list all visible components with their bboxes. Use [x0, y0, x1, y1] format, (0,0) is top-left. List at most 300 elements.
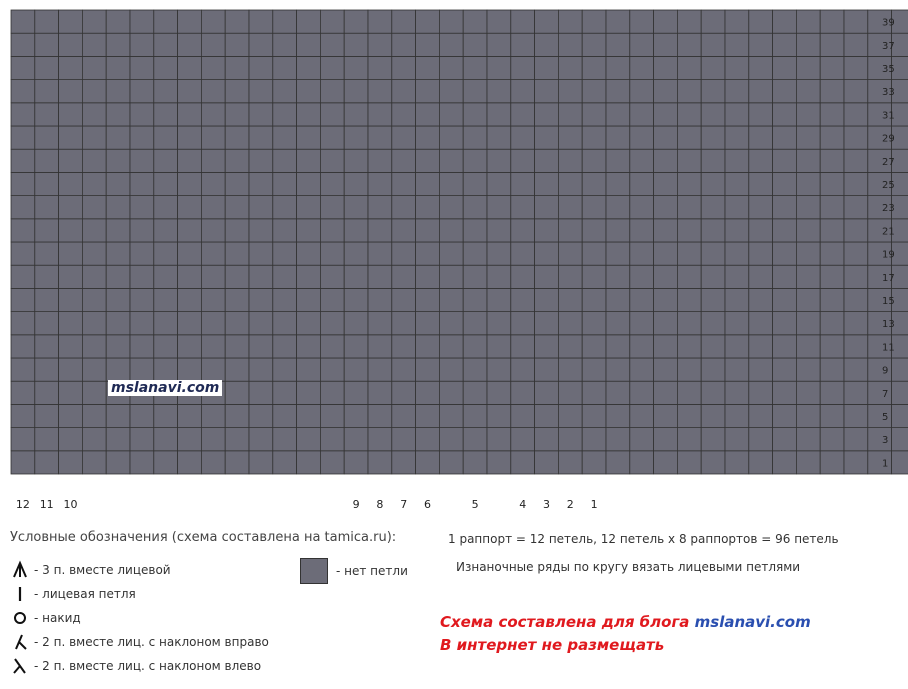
no-stitch-cell	[796, 265, 820, 288]
no-stitch-cell	[249, 149, 273, 172]
no-stitch-cell	[35, 242, 59, 265]
row-number: 3	[882, 435, 889, 447]
no-stitch-cell	[320, 404, 344, 427]
no-stitch-cell	[106, 172, 130, 195]
no-stitch-cell	[558, 335, 582, 358]
no-stitch-cell	[249, 196, 273, 219]
no-stitch-cell	[82, 242, 106, 265]
no-stitch-cell	[273, 56, 297, 79]
no-stitch-cell	[106, 404, 130, 427]
no-stitch-cell	[201, 196, 225, 219]
no-stitch-cell	[511, 404, 535, 427]
no-stitch-cell	[463, 404, 487, 427]
no-stitch-cell	[439, 219, 463, 242]
no-stitch-cell	[796, 80, 820, 103]
no-stitch-cell	[201, 219, 225, 242]
no-stitch-cell	[344, 196, 368, 219]
no-stitch-cell	[416, 242, 440, 265]
no-stitch-cell	[11, 428, 35, 451]
no-stitch-cell	[654, 172, 678, 195]
row-number: 1	[882, 458, 889, 470]
no-stitch-cell	[749, 56, 773, 79]
no-stitch-cell	[511, 312, 535, 335]
no-stitch-cell	[344, 172, 368, 195]
no-stitch-cell	[606, 172, 630, 195]
no-stitch-cell	[249, 451, 273, 474]
no-stitch-cell	[344, 381, 368, 404]
no-stitch-cell	[178, 172, 202, 195]
no-stitch-cell	[297, 56, 321, 79]
blog-note-site: mslanavi.com	[694, 613, 811, 631]
no-stitch-cell	[725, 172, 749, 195]
no-stitch-cell	[249, 56, 273, 79]
no-stitch-cell	[654, 242, 678, 265]
no-stitch-cell	[368, 288, 392, 311]
no-stitch-cell	[773, 312, 797, 335]
no-stitch-cell	[368, 80, 392, 103]
no-stitch-cell	[297, 428, 321, 451]
no-stitch-cell	[273, 428, 297, 451]
no-stitch-cell	[463, 149, 487, 172]
no-stitch-cell	[725, 358, 749, 381]
no-stitch-cell	[773, 172, 797, 195]
no-stitch-cell	[35, 381, 59, 404]
no-stitch-cell	[820, 242, 844, 265]
no-stitch-cell	[154, 358, 178, 381]
row-number: 19	[882, 249, 895, 261]
no-stitch-cell	[320, 196, 344, 219]
no-stitch-cell	[320, 149, 344, 172]
no-stitch-cell	[796, 196, 820, 219]
no-stitch-cell	[154, 451, 178, 474]
no-stitch-cell	[225, 172, 249, 195]
no-stitch-cell	[511, 451, 535, 474]
no-stitch-cell	[701, 358, 725, 381]
repeat-note: 1 раппорт = 12 петель, 12 петель х 8 раппортов = 96 петель	[448, 532, 839, 546]
no-stitch-cell	[630, 288, 654, 311]
no-stitch-cell	[606, 265, 630, 288]
no-stitch-cell	[368, 404, 392, 427]
no-stitch-cell	[535, 312, 559, 335]
no-stitch-cell	[297, 103, 321, 126]
no-stitch-cell	[749, 335, 773, 358]
no-stitch-cell	[59, 219, 83, 242]
no-stitch-cell	[392, 126, 416, 149]
no-stitch-cell	[844, 381, 868, 404]
no-stitch-cell	[82, 428, 106, 451]
no-stitch-cell	[368, 196, 392, 219]
no-stitch-cell	[796, 404, 820, 427]
no-stitch-cell	[773, 196, 797, 219]
no-stitch-cell	[630, 312, 654, 335]
no-stitch-cell	[130, 428, 154, 451]
no-stitch-cell	[511, 172, 535, 195]
no-stitch-cell	[368, 358, 392, 381]
no-stitch-cell	[892, 358, 908, 381]
no-stitch-cell	[820, 381, 844, 404]
no-stitch-cell	[606, 335, 630, 358]
no-stitch-cell	[701, 56, 725, 79]
no-stitch-cell	[773, 381, 797, 404]
no-stitch-cell	[677, 33, 701, 56]
no-stitch-cell	[677, 335, 701, 358]
no-stitch-cell	[297, 10, 321, 33]
no-stitch-cell	[511, 10, 535, 33]
no-stitch-cell	[558, 428, 582, 451]
no-stitch-cell	[11, 312, 35, 335]
no-stitch-cell	[416, 80, 440, 103]
no-stitch-cell	[249, 242, 273, 265]
no-stitch-cell	[201, 451, 225, 474]
row-number: 33	[882, 87, 895, 99]
no-stitch-cell	[320, 219, 344, 242]
no-stitch-cell	[344, 312, 368, 335]
no-stitch-cell	[463, 265, 487, 288]
no-stitch-cell	[368, 451, 392, 474]
no-stitch-cell	[297, 172, 321, 195]
no-stitch-cell	[154, 335, 178, 358]
no-stitch-cell	[439, 288, 463, 311]
row-number: 39	[882, 17, 895, 29]
no-stitch-cell	[535, 242, 559, 265]
no-stitch-cell	[725, 103, 749, 126]
no-stitch-cell	[796, 288, 820, 311]
no-stitch-cell	[535, 335, 559, 358]
no-stitch-cell	[11, 358, 35, 381]
no-stitch-cell	[558, 312, 582, 335]
no-stitch-cell	[201, 126, 225, 149]
no-stitch-cell	[416, 149, 440, 172]
no-stitch-cell	[558, 358, 582, 381]
no-stitch-cell	[582, 126, 606, 149]
no-stitch-cell	[201, 56, 225, 79]
no-stitch-cell	[201, 149, 225, 172]
no-stitch-cell	[463, 80, 487, 103]
no-stitch-cell	[130, 10, 154, 33]
no-stitch-cell	[392, 312, 416, 335]
no-stitch-cell	[344, 80, 368, 103]
no-stitch-cell	[416, 381, 440, 404]
no-stitch-cell	[511, 265, 535, 288]
stitch-number: 7	[400, 498, 408, 511]
no-stitch-cell	[82, 265, 106, 288]
no-stitch-cell	[582, 149, 606, 172]
no-stitch-cell	[463, 33, 487, 56]
no-stitch-cell	[416, 196, 440, 219]
no-stitch-cell	[392, 10, 416, 33]
no-stitch-cell	[344, 10, 368, 33]
no-stitch-cell	[344, 335, 368, 358]
no-stitch-cell	[130, 404, 154, 427]
no-stitch-cell	[130, 219, 154, 242]
no-stitch-cell	[725, 428, 749, 451]
no-stitch-cell	[416, 404, 440, 427]
no-stitch-cell	[320, 312, 344, 335]
no-stitch-cell	[630, 33, 654, 56]
no-stitch-cell	[297, 381, 321, 404]
no-stitch-cell	[701, 80, 725, 103]
no-stitch-cell	[820, 358, 844, 381]
no-stitch-cell	[749, 242, 773, 265]
no-stitch-cell	[606, 196, 630, 219]
no-stitch-cell	[749, 172, 773, 195]
no-stitch-cell	[677, 428, 701, 451]
no-stitch-cell	[106, 428, 130, 451]
no-stitch-cell	[249, 428, 273, 451]
legend-item-no-stitch	[300, 558, 408, 584]
no-stitch-cell	[582, 219, 606, 242]
no-stitch-cell	[749, 196, 773, 219]
no-stitch-cell	[416, 172, 440, 195]
no-stitch-cell	[511, 103, 535, 126]
no-stitch-cell	[535, 219, 559, 242]
no-stitch-cell	[820, 265, 844, 288]
no-stitch-cell	[773, 451, 797, 474]
no-stitch-cell	[654, 56, 678, 79]
no-stitch-cell	[392, 288, 416, 311]
no-stitch-cell	[106, 265, 130, 288]
no-stitch-cell	[249, 312, 273, 335]
no-stitch-cell	[368, 33, 392, 56]
no-stitch-cell	[439, 196, 463, 219]
no-stitch-cell	[344, 288, 368, 311]
no-stitch-cell	[773, 428, 797, 451]
no-stitch-cell	[844, 312, 868, 335]
no-stitch-cell	[844, 428, 868, 451]
no-stitch-cell	[820, 10, 844, 33]
no-stitch-cell	[35, 288, 59, 311]
no-stitch-cell	[392, 451, 416, 474]
no-stitch-cell	[392, 358, 416, 381]
no-stitch-cell	[535, 404, 559, 427]
no-stitch-cell	[558, 172, 582, 195]
no-stitch-cell	[59, 428, 83, 451]
no-stitch-cell	[273, 10, 297, 33]
no-stitch-cell	[796, 335, 820, 358]
no-stitch-cell	[820, 103, 844, 126]
no-stitch-cell	[701, 381, 725, 404]
no-stitch-cell	[654, 335, 678, 358]
no-stitch-cell	[35, 172, 59, 195]
no-stitch-cell	[582, 56, 606, 79]
no-stitch-cell	[297, 33, 321, 56]
no-stitch-cell	[320, 126, 344, 149]
stitch-number: 5	[471, 498, 479, 511]
no-stitch-cell	[106, 242, 130, 265]
no-stitch-cell	[844, 172, 868, 195]
no-stitch-cell	[487, 335, 511, 358]
no-stitch-cell	[630, 149, 654, 172]
no-stitch-cell	[154, 103, 178, 126]
no-stitch-cell	[677, 149, 701, 172]
no-stitch-cell	[368, 219, 392, 242]
no-stitch-cell	[297, 358, 321, 381]
no-stitch-cell	[725, 56, 749, 79]
no-stitch-cell	[892, 428, 908, 451]
no-stitch-cell	[35, 265, 59, 288]
no-stitch-cell	[59, 149, 83, 172]
no-stitch-cell	[701, 172, 725, 195]
no-stitch-cell	[320, 10, 344, 33]
no-stitch-cell	[463, 219, 487, 242]
no-stitch-cell	[297, 265, 321, 288]
no-stitch-cell	[320, 80, 344, 103]
no-stitch-cell	[701, 428, 725, 451]
no-stitch-cell	[439, 80, 463, 103]
no-stitch-cell	[154, 312, 178, 335]
no-stitch-cell	[796, 103, 820, 126]
no-stitch-cell	[59, 196, 83, 219]
no-stitch-cell	[225, 56, 249, 79]
no-stitch-cell	[297, 288, 321, 311]
no-stitch-cell	[249, 172, 273, 195]
no-stitch-cell	[892, 451, 908, 474]
no-stitch-cell	[11, 381, 35, 404]
row-number: 17	[882, 272, 895, 284]
no-stitch-cell	[297, 242, 321, 265]
no-stitch-cell	[225, 451, 249, 474]
no-stitch-cell	[273, 172, 297, 195]
no-stitch-cell	[178, 265, 202, 288]
no-stitch-cell	[11, 451, 35, 474]
no-stitch-cell	[582, 10, 606, 33]
no-stitch-cell	[439, 358, 463, 381]
no-stitch-cell	[178, 288, 202, 311]
no-stitch-cell	[273, 126, 297, 149]
no-stitch-cell	[725, 265, 749, 288]
no-stitch-cell	[59, 312, 83, 335]
no-stitch-cell	[344, 33, 368, 56]
no-stitch-cell	[487, 172, 511, 195]
no-stitch-cell	[368, 10, 392, 33]
no-stitch-cell	[844, 80, 868, 103]
legend-label: - лицевая петля	[34, 587, 136, 601]
no-stitch-cell	[130, 288, 154, 311]
no-stitch-cell	[249, 126, 273, 149]
no-stitch-cell	[654, 33, 678, 56]
no-stitch-cell	[273, 288, 297, 311]
no-stitch-cell	[59, 10, 83, 33]
row-number: 15	[882, 296, 895, 307]
no-stitch-cell	[535, 33, 559, 56]
no-stitch-cell	[487, 358, 511, 381]
no-stitch-cell	[225, 126, 249, 149]
no-stitch-cell	[487, 80, 511, 103]
legend-item-knit	[10, 584, 136, 604]
no-stitch-cell	[35, 103, 59, 126]
no-stitch-cell	[201, 80, 225, 103]
no-stitch-cell	[582, 312, 606, 335]
no-stitch-cell	[273, 80, 297, 103]
no-stitch-cell	[201, 265, 225, 288]
no-stitch-cell	[178, 33, 202, 56]
no-stitch-cell	[249, 219, 273, 242]
no-stitch-cell	[11, 149, 35, 172]
no-stitch-cell	[178, 126, 202, 149]
no-stitch-cell	[225, 219, 249, 242]
no-stitch-cell	[439, 172, 463, 195]
no-stitch-cell	[201, 358, 225, 381]
row-number: 35	[882, 64, 895, 75]
no-stitch-cell	[439, 149, 463, 172]
no-stitch-cell	[11, 10, 35, 33]
no-stitch-cell	[630, 56, 654, 79]
no-stitch-cell	[773, 33, 797, 56]
no-stitch-cell	[725, 80, 749, 103]
no-stitch-cell	[178, 312, 202, 335]
no-stitch-cell	[701, 103, 725, 126]
no-stitch-cell	[749, 404, 773, 427]
no-stitch-cell	[820, 451, 844, 474]
no-stitch-cell	[416, 126, 440, 149]
no-stitch-cell	[820, 288, 844, 311]
no-stitch-cell	[273, 404, 297, 427]
no-stitch-cell	[225, 80, 249, 103]
no-stitch-cell	[320, 358, 344, 381]
no-stitch-cell	[178, 10, 202, 33]
no-stitch-cell	[487, 242, 511, 265]
no-stitch-cell	[439, 56, 463, 79]
no-stitch-cell	[749, 312, 773, 335]
no-stitch-cell	[654, 219, 678, 242]
no-stitch-cell	[392, 103, 416, 126]
no-stitch-cell	[654, 381, 678, 404]
no-stitch-cell	[773, 219, 797, 242]
no-stitch-cell	[249, 381, 273, 404]
k2tog-left-icon	[10, 656, 30, 676]
no-stitch-cell	[654, 288, 678, 311]
no-stitch-cell	[487, 10, 511, 33]
no-stitch-cell	[320, 381, 344, 404]
no-stitch-cell	[392, 381, 416, 404]
no-stitch-cell	[82, 103, 106, 126]
no-stitch-cell	[344, 451, 368, 474]
no-stitch-cell	[749, 428, 773, 451]
no-stitch-cell	[725, 219, 749, 242]
no-stitch-cell	[297, 312, 321, 335]
no-stitch-cell	[392, 404, 416, 427]
no-stitch-cell	[582, 404, 606, 427]
no-stitch-cell	[11, 80, 35, 103]
row-number: 25	[882, 180, 895, 191]
no-stitch-cell	[487, 103, 511, 126]
no-stitch-cell	[654, 404, 678, 427]
no-stitch-cell	[796, 10, 820, 33]
no-stitch-cell	[368, 56, 392, 79]
no-stitch-cell	[463, 196, 487, 219]
no-stitch-cell	[796, 219, 820, 242]
no-stitch-cell	[558, 242, 582, 265]
no-stitch-cell	[11, 33, 35, 56]
no-stitch-cell	[582, 80, 606, 103]
no-stitch-cell	[416, 335, 440, 358]
no-stitch-cell	[130, 312, 154, 335]
legend-item-k2tog-right	[10, 632, 269, 652]
no-stitch-cell	[439, 265, 463, 288]
k2tog-right-icon	[10, 632, 30, 652]
no-stitch-cell	[178, 103, 202, 126]
no-stitch-cell	[463, 335, 487, 358]
no-stitch-cell	[773, 56, 797, 79]
no-stitch-cell	[320, 172, 344, 195]
stitch-number: 1	[590, 498, 598, 511]
no-stitch-cell	[535, 56, 559, 79]
no-stitch-cell	[416, 219, 440, 242]
no-stitch-cell	[677, 265, 701, 288]
no-stitch-cell	[392, 80, 416, 103]
row-number: 23	[882, 203, 895, 215]
no-stitch-cell	[201, 428, 225, 451]
